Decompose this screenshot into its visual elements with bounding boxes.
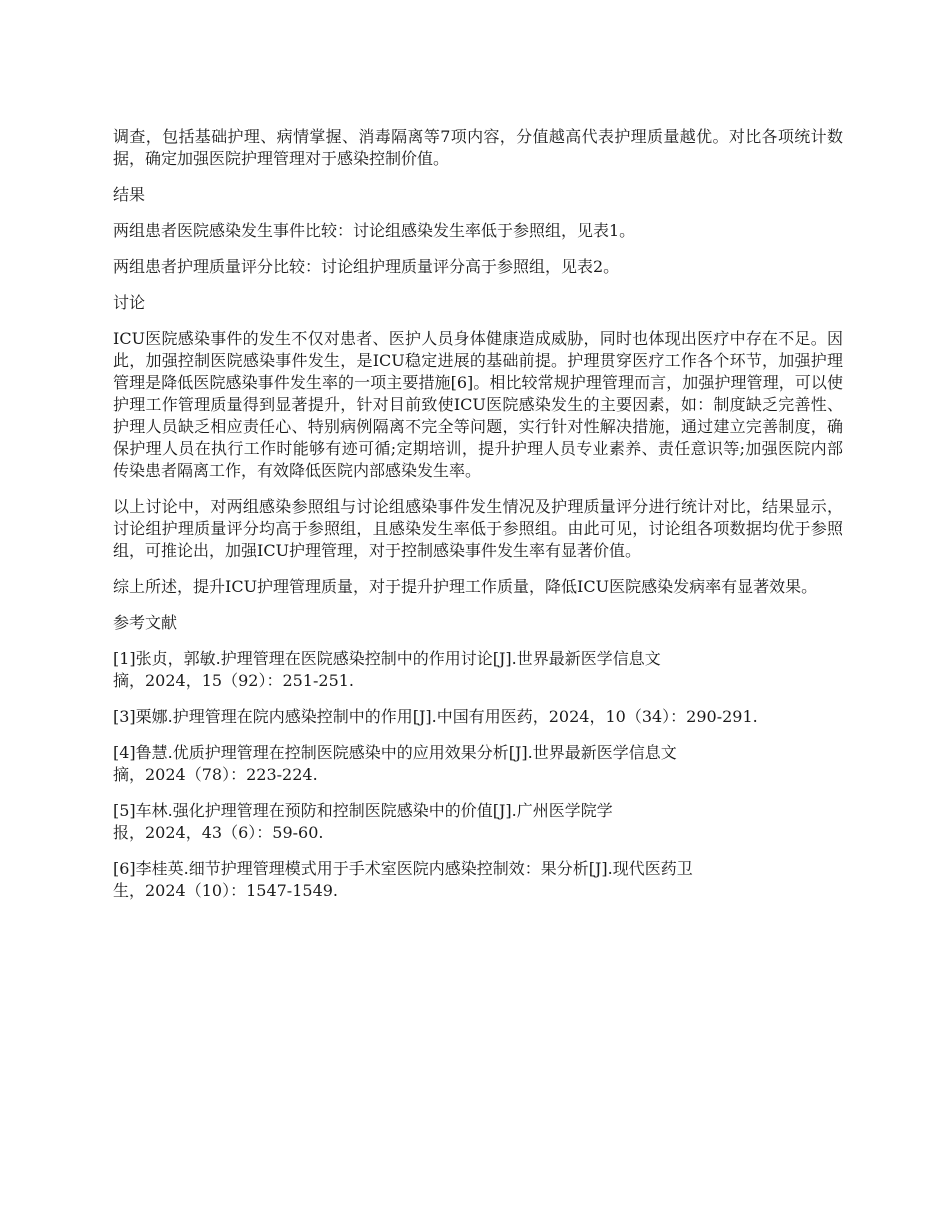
- results-heading: 结果: [113, 185, 146, 204]
- result-paragraph-1: 两组患者医院感染发生事件比较：讨论组感染发生率低于参照组，见表1。: [113, 221, 636, 240]
- references-heading: 参考文献: [113, 613, 178, 632]
- reference-line: [1]张贞，郭敏.护理管理在医院感染控制中的作用讨论[J].世界最新医学信息文: [113, 649, 661, 668]
- discussion-paragraph-2: 以上讨论中，对两组感染参照组与讨论组感染事件发生情况及护理质量评分进行统计对比，结果显示，讨论组护理质量评分均高于参照组，且感染发生率低于参照组。由此可见，讨论组各项数据均优于参照组，可推论出，加强ICU护理管理，对于控制感染事件发生率有显著价值。: [113, 497, 843, 560]
- reference-line-continuation: 生，2024（10）：1547-1549.: [113, 881, 339, 900]
- reference-line-continuation: 摘，2024，15（92）：251-251.: [113, 671, 355, 690]
- reference-item-6: [113, 858, 843, 902]
- document-page: [113, 126, 843, 916]
- result-paragraph-2: 两组患者护理质量评分比较：讨论组护理质量评分高于参照组，见表2。: [113, 257, 620, 276]
- reference-line: [6]李桂英.细节护理管理模式用于手术室医院内感染控制效：果分析[J].现代医药卫: [113, 859, 693, 878]
- reference-item-4: [113, 742, 843, 786]
- reference-line-continuation: 报，2024，43（6）：59-60.: [113, 823, 324, 842]
- reference-line: [5]车林.强化护理管理在预防和控制医院感染中的价值[J].广州医学院学: [113, 801, 613, 820]
- reference-line: [4]鲁慧.优质护理管理在控制医院感染中的应用效果分析[J].世界最新医学信息文: [113, 743, 677, 762]
- reference-item-3: [113, 706, 843, 728]
- reference-item-5: [113, 800, 843, 844]
- reference-line-continuation: 摘，2024（78）：223-224.: [113, 765, 318, 784]
- conclusion-paragraph: 综上所述，提升ICU护理管理质量，对于提升护理工作质量，降低ICU医院感染发病率有显著效果。: [113, 577, 818, 596]
- discussion-heading: 讨论: [113, 293, 146, 312]
- discussion-paragraph-1: ICU医院感染事件的发生不仅对患者、医护人员身体健康造成威胁，同时也体现出医疗中存在不足。因此，加强控制医院感染事件发生，是ICU稳定进展的基础前提。护理贯穿医疗工作各个环节，加强护理管理是降低医院感染事件发生率的一项主要措施[6]。相比较常规护理管理而言，加强护理管理，可以使护理工作管理质量得到显著提升，针对目前致使ICU医院感染发生的主要因素，如：制度缺乏完善性、护理人员缺乏相应责任心、特别病例隔离不完全等问题，实行针对性解决措施，通过建立完善制度，确保护理人员在执行工作时能够有迹可循;定期培训，提升护理人员专业素养、责任意识等;加强医院内部传染患者隔离工作，有效降低医院内部感染发生率。: [113, 329, 843, 480]
- intro-paragraph: 调查，包括基础护理、病情掌握、消毒隔离等7项内容，分值越高代表护理质量越优。对比各项统计数据，确定加强医院护理管理对于感染控制价值。: [113, 127, 843, 168]
- reference-item-1: [113, 648, 843, 692]
- reference-line: [3]栗娜.护理管理在院内感染控制中的作用[J].中国有用医药，2024，10（34）：290-291.: [113, 707, 758, 726]
